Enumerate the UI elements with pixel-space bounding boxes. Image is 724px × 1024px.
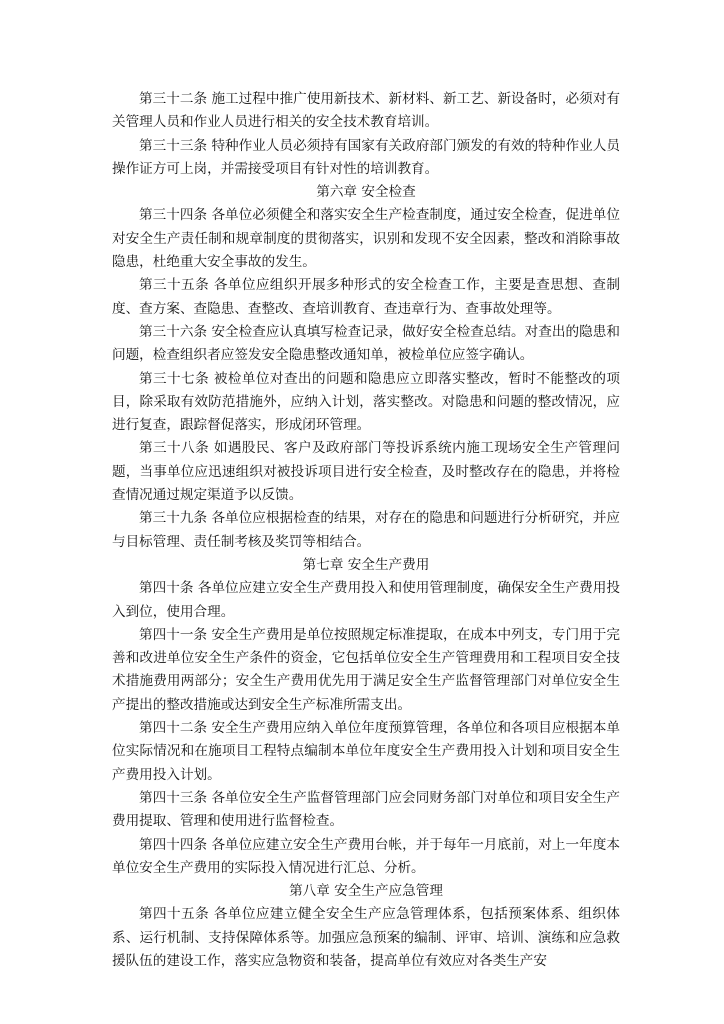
article-42: 第四十二条 安全生产费用应纳入单位年度预算管理，各单位和各项目应根据本单位实际情况和在施项目工程特点编制本单位年度安全生产费用投入计划和项目安全生产费用投入计划。 (112, 720, 620, 783)
chapter-6-heading: 第六章 安全检查 (316, 184, 416, 201)
article-44: 第四十四条 各单位应建立安全生产费用台帐，并于每年一月底前，对上一年度本单位安全生产费用的实际投入情况进行汇总、分析。 (112, 836, 620, 876)
article-39: 第三十九条 各单位应根据检查的结果，对存在的隐患和问题进行分析研究，并应与目标管理、责任制考核及奖罚等相结合。 (112, 510, 620, 550)
article-35: 第三十五条 各单位应组织开展多种形式的安全检查工作，主要是查思想、查制度、查方案、查隐患、查整改、查培训教育、查违章行为、查事故处理等。 (112, 277, 620, 317)
article-37: 第三十七条 被检单位对查出的问题和隐患应立即落实整改，暂时不能整改的项目，除采取有效防范措施外，应纳入计划，落实整改。对隐患和问题的整改情况，应进行复查，跟踪督促落实，形成闭环管理。 (112, 370, 620, 434)
article-38: 第三十八条 如遇股民、客户及政府部门等投诉系统内施工现场安全生产管理问题，当事单位应迅速组织对被投诉项目进行安全检查，及时整改存在的隐患，并将检查情况通过规定渠道予以反馈。 (112, 440, 620, 504)
document-page (112, 88, 620, 973)
article-43: 第四十三条 各单位安全生产监督管理部门应会同财务部门对单位和项目安全生产费用提取、管理和使用进行监督检查。 (112, 789, 620, 830)
chapter-7-heading: 第七章 安全生产费用 (302, 556, 430, 573)
article-40: 第四十条 各单位应建立安全生产费用投入和使用管理制度，确保安全生产费用投入到位，使用合理。 (112, 580, 620, 620)
article-41: 第四十一条 安全生产费用是单位按照规定标准提取，在成本中列支，专门用于完善和改进单位安全生产条件的资金，它包括单位安全生产管理费用和工程项目安全技术措施费用两部分；安全生产费用优先用于满足安全生产监督管理部门对单位安全生产提出的整改措施或达到安全生产标准所需支出。 (112, 626, 620, 713)
article-45: 第四十五条 各单位应建立健全安全生产应急管理体系，包括预案体系、组织体系、运行机制、支持保障体系等。加强应急预案的编制、评审、培训、演练和应急救援队伍的建设工作，落实应急物资和装备，提高单位有效应对各类生产安 (112, 906, 620, 969)
chapter-8-heading: 第八章 安全生产应急管理 (289, 883, 443, 900)
article-34: 第三十四条 各单位必须健全和落实安全生产检查制度，通过安全检查，促进单位对安全生产责任制和规章制度的贯彻落实，识别和发现不安全因素，整改和消除事故隐患，杜绝重大安全事故的发生。 (112, 207, 620, 271)
article-33: 第三十三条 特种作业人员必须持有国家有关政府部门颁发的有效的特种作业人员操作证方可上岗，并需接受项目有针对性的培训教育。 (112, 137, 620, 177)
article-36: 第三十六条 安全检查应认真填写检查记录，做好安全检查总结。对查出的隐患和问题，检查组织者应签发安全隐患整改通知单，被检单位应签字确认。 (112, 323, 620, 364)
article-32: 第三十二条 施工过程中推广使用新技术、新材料、新工艺、新设备时，必须对有关管理人员和作业人员进行相关的安全技术教育培训。 (112, 91, 620, 131)
